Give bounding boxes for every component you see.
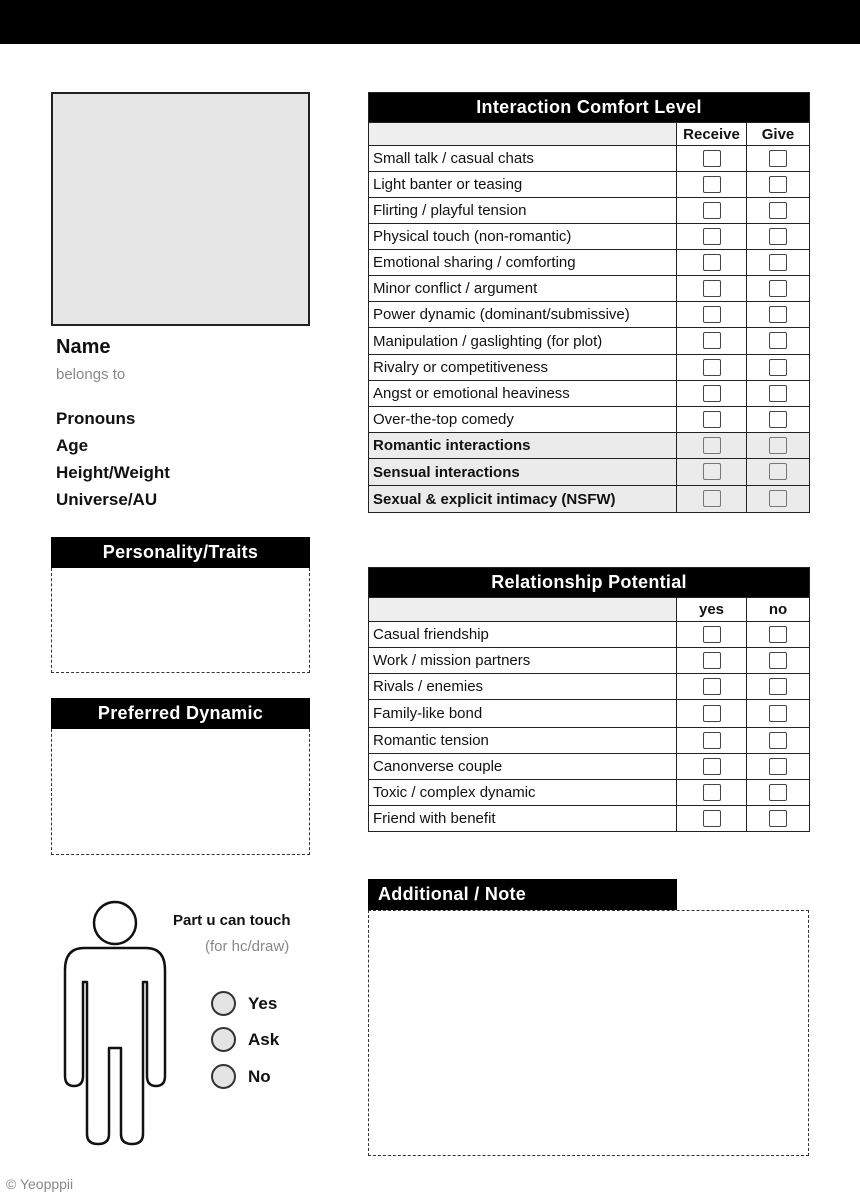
note-field[interactable]: [368, 910, 809, 1156]
comfort-col1-checkbox[interactable]: [703, 254, 721, 271]
comfort-col2-checkbox[interactable]: [769, 202, 787, 219]
comfort-row-label: Romantic interactions: [369, 433, 677, 459]
dynamic-field[interactable]: [51, 729, 310, 855]
relationship-table: [368, 567, 810, 832]
relationship-row-label: Toxic / complex dynamic: [369, 780, 677, 806]
relationship-col2-cell: [747, 806, 810, 832]
radio-no-label: No: [248, 1066, 271, 1086]
comfort-col2-checkbox[interactable]: [769, 254, 787, 271]
comfort-col2-cell: [747, 355, 810, 381]
comfort-col2-checkbox[interactable]: [769, 490, 787, 507]
relationship-col1-checkbox[interactable]: [703, 732, 721, 749]
comfort-row-label: Power dynamic (dominant/submissive): [369, 302, 677, 328]
comfort-row: [369, 328, 810, 355]
relationship-col2-checkbox[interactable]: [769, 732, 787, 749]
comfort-col1-checkbox[interactable]: [703, 332, 721, 349]
relationship-col1-checkbox[interactable]: [703, 705, 721, 722]
note-header: Additional / Note: [368, 879, 677, 910]
comfort-row-label: Minor conflict / argument: [369, 276, 677, 302]
relationship-col1-cell: [677, 700, 747, 728]
height-weight-label: Height/Weight: [56, 463, 170, 482]
relationship-col2-checkbox[interactable]: [769, 652, 787, 669]
comfort-col2-cell: [747, 486, 810, 513]
comfort-col2-cell: [747, 328, 810, 355]
comfort-col2-cell: [747, 459, 810, 486]
relationship-col2-checkbox[interactable]: [769, 626, 787, 643]
comfort-row: [369, 250, 810, 276]
touch-option-yes[interactable]: [211, 991, 277, 1016]
relationship-row: [369, 806, 810, 832]
comfort-col1-cell: [677, 224, 747, 250]
relationship-col2-cell: [747, 674, 810, 700]
relationship-table-title: Relationship Potential: [369, 568, 810, 598]
comfort-col1-checkbox[interactable]: [703, 490, 721, 507]
relationship-col1-cell: [677, 754, 747, 780]
comfort-col1-cell: [677, 459, 747, 486]
comfort-col2-checkbox[interactable]: [769, 411, 787, 428]
comfort-col1-cell: [677, 433, 747, 459]
comfort-col2-cell: [747, 381, 810, 407]
relationship-row-label: Friend with benefit: [369, 806, 677, 832]
comfort-row-label: Emotional sharing / comforting: [369, 250, 677, 276]
comfort-col1-cell: [677, 276, 747, 302]
relationship-row: [369, 622, 810, 648]
relationship-col2-cell: [747, 648, 810, 674]
relationship-row: [369, 648, 810, 674]
dynamic-header: Preferred Dynamic: [51, 698, 310, 729]
comfort-header-blank: [369, 123, 677, 146]
relationship-col1-cell: [677, 780, 747, 806]
comfort-col1-checkbox[interactable]: [703, 202, 721, 219]
comfort-col1-cell: [677, 146, 747, 172]
comfort-row: [369, 302, 810, 328]
comfort-col2-checkbox[interactable]: [769, 437, 787, 454]
touch-option-ask[interactable]: [211, 1027, 279, 1052]
comfort-col2-cell: [747, 407, 810, 433]
yes-column-header: yes: [677, 598, 747, 622]
age-label: Age: [56, 436, 89, 455]
comfort-col2-cell: [747, 433, 810, 459]
comfort-col2-checkbox[interactable]: [769, 228, 787, 245]
comfort-col1-cell: [677, 486, 747, 513]
comfort-col1-cell: [677, 198, 747, 224]
relationship-header-blank: [369, 598, 677, 622]
comfort-row-label: Small talk / casual chats: [369, 146, 677, 172]
relationship-row-label: Casual friendship: [369, 622, 677, 648]
comfort-col1-cell: [677, 250, 747, 276]
comfort-row: [369, 407, 810, 433]
dynamic-section: [51, 698, 310, 855]
receive-column-header: Receive: [677, 123, 747, 146]
relationship-col1-checkbox[interactable]: [703, 652, 721, 669]
relationship-row: [369, 700, 810, 728]
comfort-col2-cell: [747, 276, 810, 302]
comfort-row: [369, 381, 810, 407]
no-column-header: no: [747, 598, 810, 622]
comfort-col1-checkbox[interactable]: [703, 437, 721, 454]
comfort-row: [369, 198, 810, 224]
relationship-col1-cell: [677, 622, 747, 648]
relationship-col2-cell: [747, 622, 810, 648]
comfort-col2-checkbox[interactable]: [769, 463, 787, 480]
comfort-row-label: Sexual & explicit intimacy (NSFW): [369, 486, 677, 513]
relationship-col1-checkbox[interactable]: [703, 758, 721, 775]
comfort-table-title: Interaction Comfort Level: [369, 93, 810, 123]
relationship-row: [369, 728, 810, 754]
comfort-col1-checkbox[interactable]: [703, 228, 721, 245]
comfort-col2-checkbox[interactable]: [769, 150, 787, 167]
personality-section: [51, 537, 310, 673]
belongs-to-label: belongs to: [56, 366, 126, 383]
comfort-col2-cell: [747, 250, 810, 276]
comfort-col2-checkbox[interactable]: [769, 359, 787, 376]
personality-header: Personality/Traits: [51, 537, 310, 568]
relationship-row-label: Canonverse couple: [369, 754, 677, 780]
comfort-row: [369, 224, 810, 250]
relationship-row-label: Family-like bond: [369, 700, 677, 728]
relationship-col1-checkbox[interactable]: [703, 810, 721, 827]
comfort-col2-cell: [747, 224, 810, 250]
relationship-row: [369, 674, 810, 700]
relationship-col1-checkbox[interactable]: [703, 784, 721, 801]
comfort-col2-cell: [747, 302, 810, 328]
comfort-row-label: Sensual interactions: [369, 459, 677, 486]
relationship-col1-checkbox[interactable]: [703, 678, 721, 695]
comfort-col1-cell: [677, 407, 747, 433]
comfort-col2-cell: [747, 172, 810, 198]
relationship-row-label: Work / mission partners: [369, 648, 677, 674]
radio-ask-label: Ask: [248, 1029, 280, 1049]
comfort-row-label: Flirting / playful tension: [369, 198, 677, 224]
comfort-row-label: Angst or emotional heaviness: [369, 381, 677, 407]
comfort-row: [369, 172, 810, 198]
comfort-row-label: Over-the-top comedy: [369, 407, 677, 433]
comfort-row-label: Physical touch (non-romantic): [369, 224, 677, 250]
comfort-col1-checkbox[interactable]: [703, 150, 721, 167]
comfort-col1-checkbox[interactable]: [703, 306, 721, 323]
comfort-col1-cell: [677, 302, 747, 328]
relationship-col2-checkbox[interactable]: [769, 758, 787, 775]
relationship-row: [369, 754, 810, 780]
comfort-col1-checkbox[interactable]: [703, 385, 721, 402]
relationship-col2-checkbox[interactable]: [769, 810, 787, 827]
comfort-col2-checkbox[interactable]: [769, 280, 787, 297]
pronouns-label: Pronouns: [56, 409, 136, 428]
comfort-row: [369, 276, 810, 302]
comfort-row-label: Manipulation / gaslighting (for plot): [369, 328, 677, 355]
relationship-col1-cell: [677, 674, 747, 700]
relationship-col1-cell: [677, 648, 747, 674]
relationship-col2-cell: [747, 780, 810, 806]
relationship-col1-cell: [677, 806, 747, 832]
comfort-col1-cell: [677, 381, 747, 407]
comfort-row: [369, 459, 810, 486]
give-column-header: Give: [747, 123, 810, 146]
relationship-col2-checkbox[interactable]: [769, 705, 787, 722]
comfort-col2-checkbox[interactable]: [769, 306, 787, 323]
comfort-row: [369, 146, 810, 172]
comfort-row-label: Light banter or teasing: [369, 172, 677, 198]
comfort-row: [369, 355, 810, 381]
comfort-col1-checkbox[interactable]: [703, 463, 721, 480]
radio-yes-label: Yes: [248, 993, 278, 1013]
comfort-col1-checkbox[interactable]: [703, 280, 721, 297]
relationship-row-label: Romantic tension: [369, 728, 677, 754]
relationship-col2-checkbox[interactable]: [769, 784, 787, 801]
name-label: Name: [56, 336, 111, 358]
comfort-col1-checkbox[interactable]: [703, 176, 721, 193]
relationship-col2-cell: [747, 728, 810, 754]
comfort-row: [369, 486, 810, 513]
comfort-col2-cell: [747, 146, 810, 172]
comfort-col1-cell: [677, 355, 747, 381]
relationship-col1-cell: [677, 728, 747, 754]
relationship-col1-checkbox[interactable]: [703, 626, 721, 643]
character-photo-placeholder[interactable]: [51, 92, 310, 326]
radio-yes[interactable]: [211, 991, 236, 1016]
copyright-footer: © Yeopppii: [6, 1176, 74, 1192]
body-figure-icon: [60, 898, 172, 1148]
comfort-row: [369, 433, 810, 459]
comfort-table: [368, 92, 810, 513]
comfort-row-label: Rivalry or competitiveness: [369, 355, 677, 381]
relationship-col2-cell: [747, 754, 810, 780]
relationship-col2-cell: [747, 700, 810, 728]
comfort-col1-checkbox[interactable]: [703, 411, 721, 428]
comfort-col2-checkbox[interactable]: [769, 385, 787, 402]
comfort-col1-cell: [677, 328, 747, 355]
radio-no[interactable]: [211, 1064, 236, 1089]
comfort-col2-cell: [747, 198, 810, 224]
top-banner: [0, 0, 860, 44]
comfort-col1-cell: [677, 172, 747, 198]
comfort-col2-checkbox[interactable]: [769, 332, 787, 349]
touch-option-no[interactable]: [211, 1064, 271, 1089]
relationship-row: [369, 780, 810, 806]
personality-field[interactable]: [51, 568, 310, 673]
radio-ask[interactable]: [211, 1027, 236, 1052]
comfort-col2-checkbox[interactable]: [769, 176, 787, 193]
comfort-col1-checkbox[interactable]: [703, 359, 721, 376]
relationship-row-label: Rivals / enemies: [369, 674, 677, 700]
touch-title: Part u can touch: [173, 912, 291, 929]
relationship-col2-checkbox[interactable]: [769, 678, 787, 695]
universe-label: Universe/AU: [56, 490, 158, 509]
touch-subtitle: (for hc/draw): [205, 938, 290, 955]
